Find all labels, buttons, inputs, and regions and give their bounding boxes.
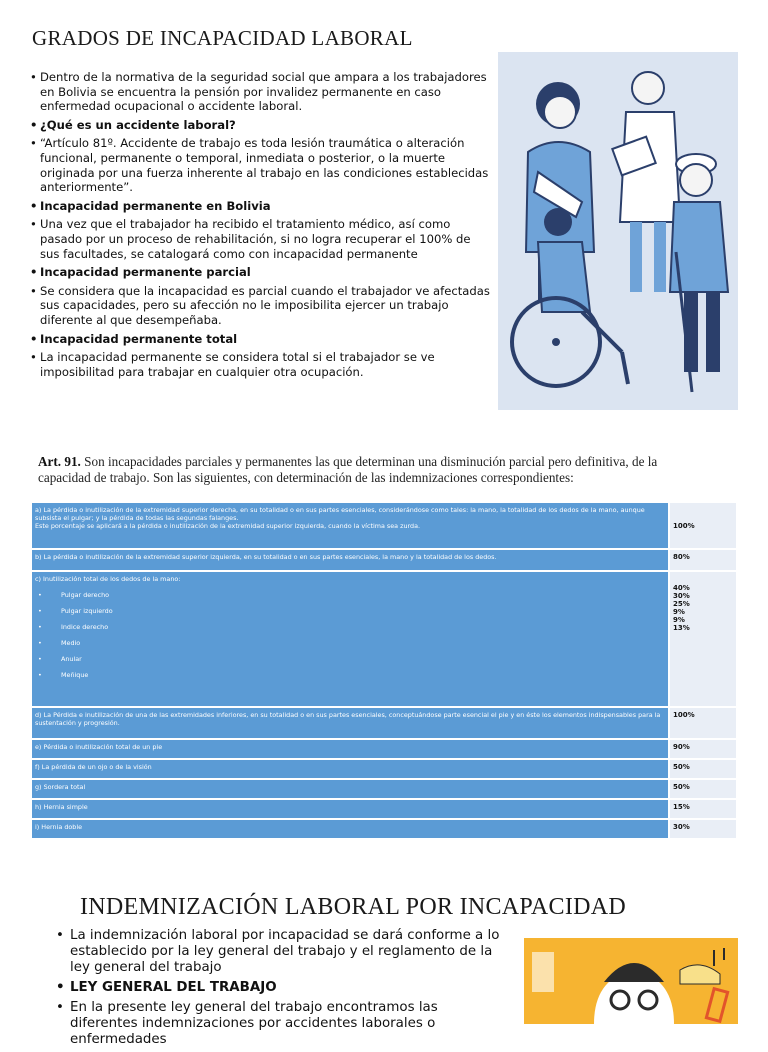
table-row: [32, 503, 736, 549]
table-cell-desc: g) Sordera total: [32, 779, 669, 799]
table-cell-desc: i) Hernia doble: [32, 819, 669, 839]
list-item: • Anular: [35, 651, 665, 667]
table-cell-desc: h) Hernia simple: [32, 799, 669, 819]
finger-list: [35, 587, 665, 683]
finger-value: 30%: [673, 592, 690, 600]
finger-value: 40%: [673, 584, 690, 592]
table-row: [32, 759, 736, 779]
table-cell-value: 100%: [669, 503, 736, 549]
table-cell-desc: f) La pérdida de un ojo o de la visión: [32, 759, 669, 779]
list-item: • Indice derecho: [35, 619, 665, 635]
table-row: [32, 799, 736, 819]
table-cell-desc: [32, 571, 669, 707]
section-title: INDEMNIZACIÓN LABORAL POR INCAPACIDAD: [80, 894, 627, 920]
article-91-paragraph: [38, 454, 708, 486]
bullet-item: • Una vez que el trabajador ha recibido el tratamiento médico, así como pasado por un proceso de rehabilitación, si no logra recuperar el 100% de sus facultades, se catalogará como con incapacidad permanente: [30, 217, 490, 261]
bullet-item: • La indemnización laboral por incapacidad se dará conforme a lo establecido por la ley general del trabajo y el reglamento de la ley general del trabajo: [56, 928, 508, 976]
table-row: [32, 739, 736, 759]
table-cell-desc: b) La pérdida o inutilización de la extremidad superior izquierda, en su totalidad o en sus partes esenciales, la mano y la totalidad de los dedos.: [32, 549, 669, 571]
table-row: [32, 549, 736, 571]
bullet-item: • ¿Qué es un accidente laboral?: [30, 118, 490, 133]
table-cell-value: 30%: [669, 819, 736, 839]
table-cell-value: 50%: [669, 759, 736, 779]
finger-value: 25%: [673, 600, 690, 608]
table-cell-desc: e) Pérdida o inutilización total de un pie: [32, 739, 669, 759]
list-item: • Medio: [35, 635, 665, 651]
bullet-item: • La incapacidad permanente se considera total si el trabajador se ve imposibilitad para trabajar en cualquier otra ocupación.: [30, 350, 490, 379]
row-note: Este porcentaje se aplicará a la pérdida o inutilización de la extremidad superior izquierda, cuando la víctima sea zurda.: [35, 522, 421, 530]
finger-value: 9%: [673, 616, 685, 624]
bullet-item: • Incapacidad permanente parcial: [30, 265, 490, 280]
table-row: [32, 779, 736, 799]
bullet-item: • Dentro de la normativa de la seguridad social que ampara a los trabajadores en Bolivia se encuentra la pensión por invalidez permanente en caso enfermedad ocupacional o accidente laboral.: [30, 70, 490, 114]
article-text: Son incapacidades parciales y permanentes las que determinan una disminución parcial pero definitiva, de la capacidad de trabajo. Son las siguientes, con determinación de las indemnizaciones correspondientes:: [38, 454, 658, 485]
table-row: [32, 707, 736, 739]
table-cell-value: 90%: [669, 739, 736, 759]
article-label: Art. 91.: [38, 454, 81, 469]
indemnity-table: [32, 503, 736, 848]
finger-value: 13%: [673, 624, 690, 632]
bullet-item: • Incapacidad permanente en Bolivia: [30, 199, 490, 214]
list-item: • Meñique: [35, 667, 665, 683]
bullet-item: • LEY GENERAL DEL TRABAJO: [56, 980, 508, 996]
worker-illustration: [524, 938, 738, 1024]
row-description: a) La pérdida o inutilización de la extremidad superior derecha, en su totalidad o en sus partes esenciales, considerándose como tales: la mano, la totalidad de los dedos de la mano, aunque subsista el pulgar; y la pérdida de todas las segundas falanges.: [35, 506, 645, 522]
row-description: c) Inutilización total de los dedos de la mano:: [35, 575, 181, 583]
bullet-item: • En la presente ley general del trabajo encontramos las diferentes indemnizaciones por accidentes laborales o enfermedades: [56, 1000, 508, 1048]
table-cell-value: 80%: [669, 549, 736, 571]
bullet-item: • Se considera que la incapacidad es parcial cuando el trabajador ve afectadas sus capacidades, pero su afección no le imposibilita ejercer un trabajo diferente al que desempeñaba.: [30, 284, 490, 328]
table-cell-value: 15%: [669, 799, 736, 819]
bullet-list: [56, 928, 508, 1052]
finger-value: 9%: [673, 608, 685, 616]
table-cell-value: 50%: [669, 779, 736, 799]
section-title: GRADOS DE INCAPACIDAD LABORAL: [32, 26, 413, 50]
bullet-item: • “Artículo 81º. Accidente de trabajo es toda lesión traumática o alteración funcional, permanente o temporal, inmediata o posterior, o la muerte originada por una fuerza inherente al trabajo en las condiciones establecidas anteriormente”.: [30, 136, 490, 194]
table-cell-value: [669, 571, 736, 707]
bullet-item: • Incapacidad permanente total: [30, 332, 490, 347]
table-row: [32, 819, 736, 839]
list-item: • Pulgar derecho: [35, 587, 665, 603]
disability-illustration: [498, 52, 738, 410]
table-row: [32, 571, 736, 707]
bullet-list: [30, 70, 490, 383]
table-cell-desc: d) La Pérdida e inutilización de una de las extremidades inferiores, en su totalidad o en sus partes esenciales, conceptuándose parte esencial el pie y en éste los elementos indispensables para la sustentación y progresión.: [32, 707, 669, 739]
list-item: • Pulgar izquierdo: [35, 603, 665, 619]
table-cell-value: 100%: [669, 707, 736, 739]
table-cell-desc: [32, 503, 669, 549]
